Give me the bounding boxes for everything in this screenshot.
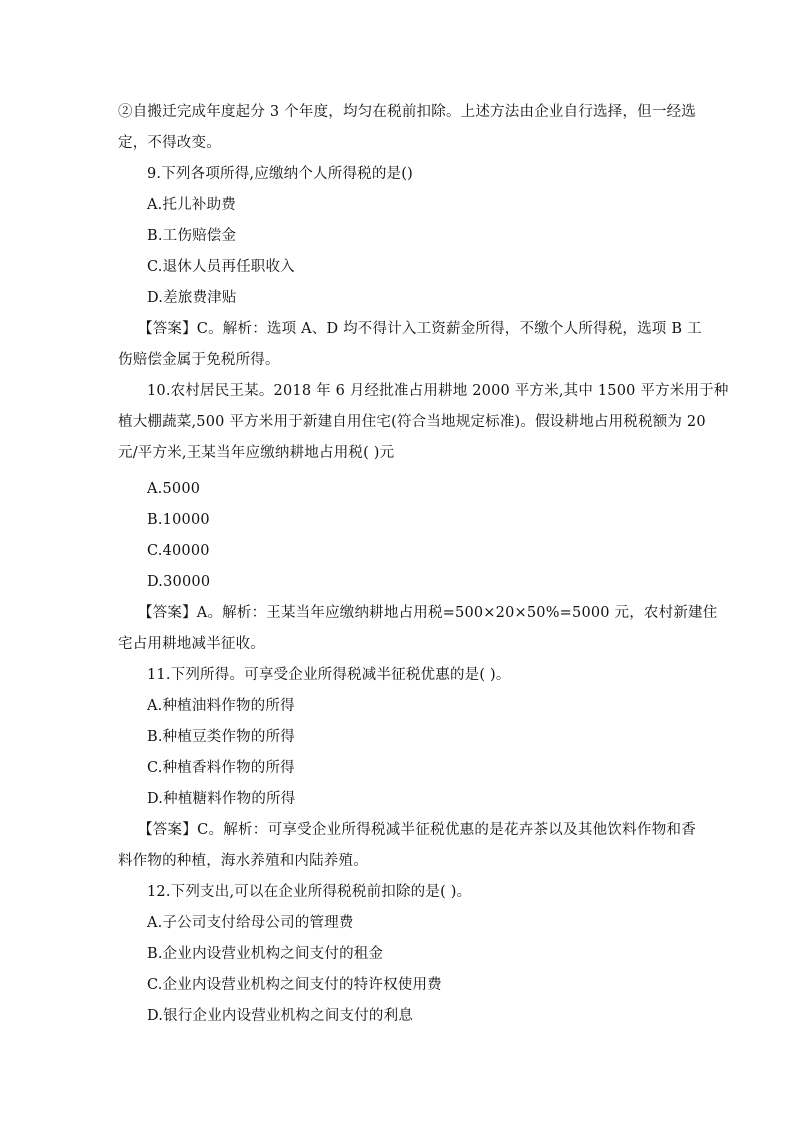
q12-option-a: A.子公司支付给母公司的管理费 (147, 915, 354, 931)
q12-stem: 12.下列支出,可以在企业所得税税前扣除的是( )。 (147, 884, 472, 900)
q9-answer-line-2: 伤赔偿金属于免税所得。 (118, 352, 280, 368)
q10-stem-line-3: 元/平方米,王某当年应缴纳耕地占用税( )元 (118, 445, 395, 461)
q9-option-c: C.退休人员再任职收入 (147, 259, 295, 275)
q12-option-d: D.银行企业内设营业机构之间支付的利息 (147, 1008, 414, 1024)
q9-stem: 9.下列各项所得,应缴纳个人所得税的是() (147, 166, 413, 182)
q11-option-c: C.种植香料作物的所得 (147, 760, 295, 776)
q10-option-b: B.10000 (147, 512, 210, 528)
q11-option-a: A.种植油料作物的所得 (147, 698, 295, 714)
q10-answer-line-1: 【答案】A。解析：王某当年应缴纳耕地占用税=500×20×50%=5000 元，农村新建住 (138, 605, 718, 621)
q12-option-b: B.企业内设营业机构之间支付的租金 (147, 946, 384, 962)
q10-stem-line-2: 植大棚蔬菜,500 平方米用于新建自用住宅(符合当地规定标准)。假设耕地占用税税额为 20 (118, 414, 706, 430)
q11-option-b: B.种植豆类作物的所得 (147, 729, 295, 745)
q11-answer-line-1: 【答案】C。解析：可享受企业所得税减半征税优惠的是花卉茶以及其他饮料作物和香 (138, 822, 696, 838)
q9-option-a: A.托儿补助费 (147, 197, 236, 213)
q10-stem-line-1: 10.农村居民王某。2018 年 6 月经批准占用耕地 2000 平方米,其中 1500 平方米用于种 (147, 383, 729, 399)
q9-option-d: D.差旅费津贴 (147, 290, 237, 306)
q10-option-a: A.5000 (147, 481, 201, 497)
q11-option-d: D.种植糖料作物的所得 (147, 791, 296, 807)
intro-line-1: ②自搬迁完成年度起分 3 个年度，均匀在税前扣除。上述方法由企业自行选择，但一经选 (118, 104, 696, 120)
intro-line-2: 定，不得改变。 (118, 135, 221, 151)
q11-answer-line-2: 料作物的种植，海水养殖和内陆养殖。 (118, 853, 368, 869)
q11-stem: 11.下列所得。可享受企业所得税减半征税优惠的是( )。 (147, 667, 511, 683)
q12-option-c: C.企业内设营业机构之间支付的特许权使用费 (147, 977, 442, 993)
q10-option-d: D.30000 (147, 574, 211, 590)
q9-answer-line-1: 【答案】C。解析：选项 A、D 均不得计入工资薪金所得，不缴个人所得税，选项 B 工 (138, 321, 702, 337)
q10-option-c: C.40000 (147, 543, 210, 559)
q9-option-b: B.工伤赔偿金 (147, 228, 237, 244)
q10-answer-line-2: 宅占用耕地减半征收。 (118, 636, 265, 652)
